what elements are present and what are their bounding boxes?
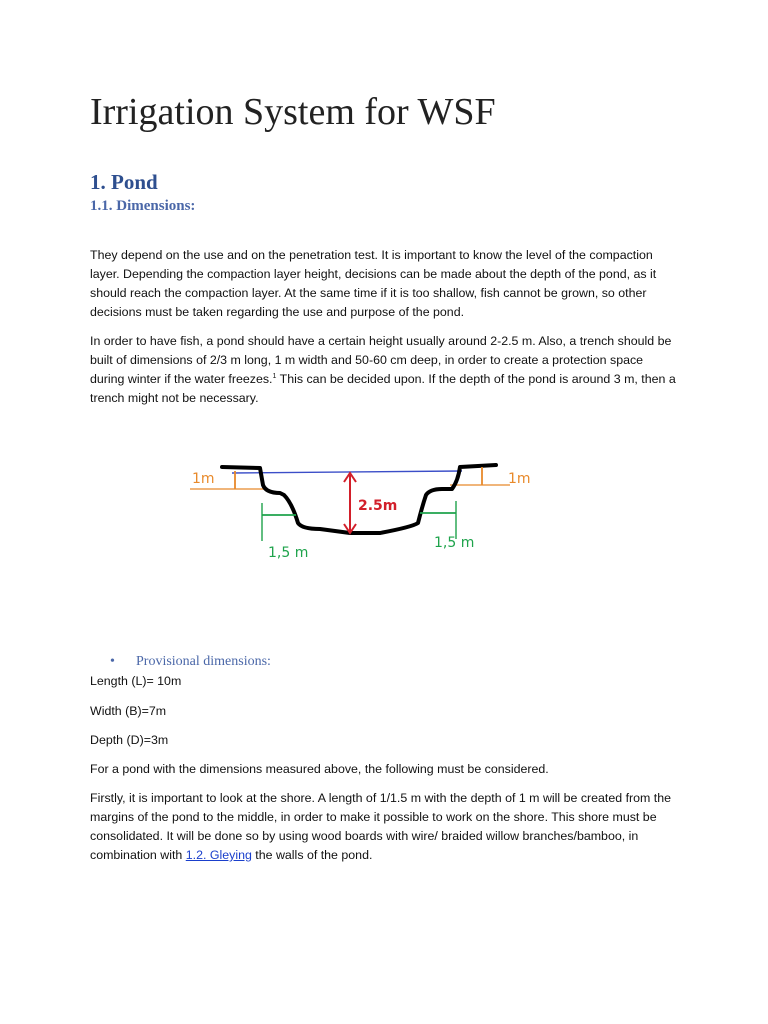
bullet-text: Provisional dimensions: — [136, 654, 271, 669]
left-width-label: 1,5 m — [268, 545, 309, 561]
right-1m-label: 1m — [508, 471, 531, 487]
bullet-dot-icon: • — [110, 654, 115, 669]
subsection-heading: 1.1. Dimensions: — [90, 198, 196, 214]
paragraph-text: the walls of the pond. — [251, 848, 373, 862]
water-line — [232, 471, 462, 473]
right-width-label: 1,5 m — [434, 535, 475, 551]
gleying-link[interactable]: 1.2. Gleying — [185, 848, 252, 862]
page-title: Irrigation System for WSF — [90, 91, 496, 133]
left-1m-label: 1m — [192, 471, 215, 487]
section-heading: 1. Pond — [90, 170, 158, 194]
paragraph-text: Firstly, it is important to look at the shore. A length of 1/1.5 m with the depth of 1 m will be created from the margins of the pond to the middle, in order to make it possible to work on the shore. This shore must be consolidated. It will be done so by using wood boards with wire/ braided willow branches/bamboo, in combination with — [90, 791, 672, 862]
paragraph-text: In order to have fish, a pond should have a certain height usually around 2-2.5 m. Also, a trench should be built of dimensions of 2/3 m long, 1 m width and 50-60 cm deep, in order to create a protection space during winter if the water freezes. — [90, 334, 672, 386]
dimension-length: Length (L)= 10m — [90, 674, 182, 688]
paragraph-shore — [90, 789, 680, 865]
dimension-width: Width (B)=7m — [90, 704, 167, 718]
bullet-provisional-dimensions — [110, 654, 271, 670]
paragraph-text: This can be decided upon. If the depth of the pond is around 3 m, then a trench might not be necessary. — [90, 372, 676, 405]
footnote-ref[interactable]: 1 — [272, 372, 277, 380]
depth-label: 2.5m — [358, 498, 398, 514]
paragraph-compaction: They depend on the use and on the penetration test. It is important to know the level of the compaction layer. Depending the compaction layer height, decisions can be made about the depth of the pond, as it should reach the compaction layer. At the same time if it is too shallow, fish cannot be grown, so other decisions must be taken regarding the use and purpose of the pond. — [90, 248, 657, 319]
paragraph-fish-depth — [90, 332, 680, 408]
pond-cross-section-diagram — [180, 455, 560, 575]
dimension-depth: Depth (D)=3m — [90, 733, 169, 747]
paragraph-considerations: For a pond with the dimensions measured above, the following must be considered. — [90, 762, 549, 776]
